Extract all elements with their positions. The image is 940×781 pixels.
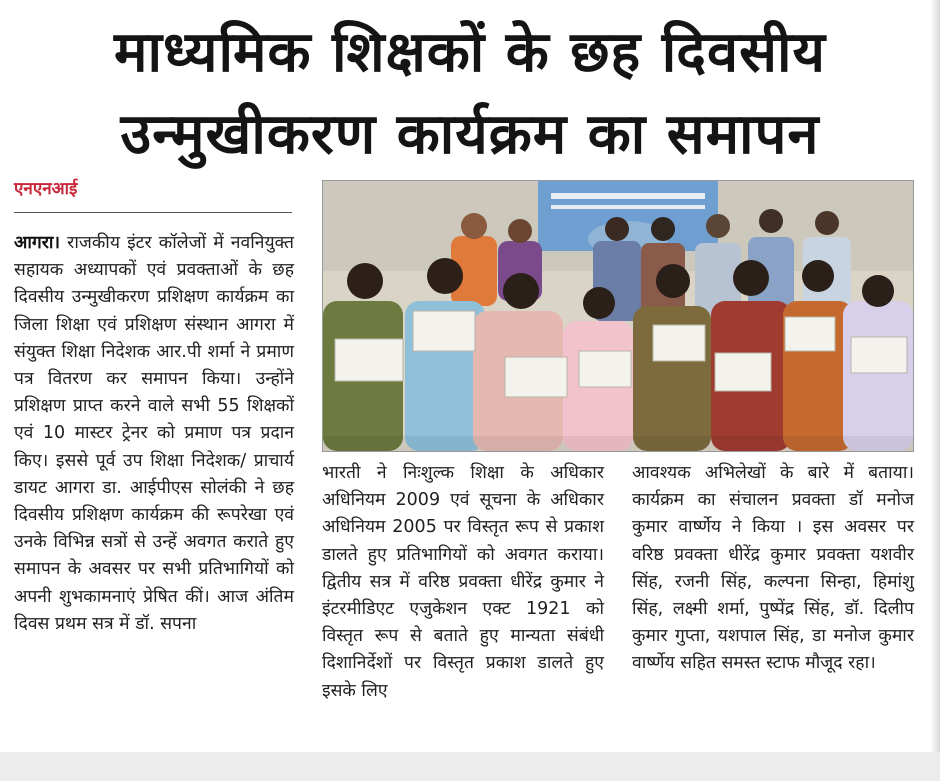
article-column-3 — [632, 460, 914, 678]
column-3-text: आवश्यक अभिलेखों के बारे में बताया। कार्यक्रम का संचालन प्रवक्ता डॉ मनोज कुमार वार्ष्णेय ने किया । इस अवसर पर वरिष्ठ प्रवक्ता धीरेंद्र कुमार प्रवक्ता यशवीर सिंह, रजनी सिंह, कल्पना सिन्हा, हिमांशु सिंह, लक्ष्मी शर्मा, पुष्पेंद्र सिंह, डॉ. दिलीप कुमार गुप्ता, यशपाल सिंह, डा मनोज कुमार वार्ष्णेय सहित समस्त स्टाफ मौजूद रहा। — [632, 463, 914, 674]
page-edge-shadow — [930, 0, 940, 752]
headline-line-1: माध्यमिक शिक्षकों के छह दिवसीय — [114, 20, 826, 85]
column-2-text: भारती ने निःशुल्क शिक्षा के अधिकार अधिनियम 2009 एवं सूचना के अधिकार अधिनियम 2005 पर विस्तृत रूप से प्रकाश डालते हुए प्रतिभागियों को अवगत कराया। द्वितीय सत्र में वरिष्ठ प्रवक्ता धीरेंद्र कुमार ने इंटरमीडिएट एजुकेशन एक्ट 1921 को विस्तृत रूप से बताते हुए मान्यता संबंधी दिशानिर्देशों पर विस्तृत प्रकाश डालते हुए इसके लिए — [322, 463, 604, 701]
bottom-margin — [0, 752, 940, 781]
byline-divider — [14, 212, 292, 213]
article-column-2 — [322, 460, 604, 705]
dateline: आगरा। — [14, 233, 61, 253]
headline — [0, 12, 940, 176]
group-photo-image — [323, 181, 913, 451]
article-photo — [322, 180, 914, 452]
byline: एनएनआई — [14, 179, 78, 199]
column-1-text: राजकीय इंटर कॉलेजों में नवनियुक्त सहायक अध्यापकों एवं प्रवक्ताओं के छह दिवसीय उन्मुखीकरण प्रशिक्षण कार्यक्रम का जिला शिक्षा एवं प्रशिक्षण संस्थान आगरा में संयुक्त शिक्षा निदेशक आर.पी शर्मा ने प्रमाण पत्र वितरण कर समापन किया। उन्होंने प्रशिक्षण प्राप्त करने वाले सभी 55 शिक्षकों एवं 10 मास्टर ट्रेनर को प्रमाण पत्र प्रदान किए। इससे पूर्व उप शिक्षा निदेशक/ प्राचार्य डायट आगरा डा. आईपीएस सोलंकी ने छह दिवसीय प्रशिक्षण कार्यक्रम की रूपरेखा एवं उनके विभिन्न सत्रों से उन्हें अवगत कराते हुए समापन के अवसर पर सभी प्रतिभागियों को अपनी शुभकामनाएं प्रेषित कीं। आज अंतिम दिवस प्रथम सत्र में डॉ. सपना — [14, 233, 294, 634]
headline-line-2: उन्मुखीकरण कार्यक्रम का समापन — [120, 102, 820, 167]
article-column-1 — [14, 230, 294, 638]
